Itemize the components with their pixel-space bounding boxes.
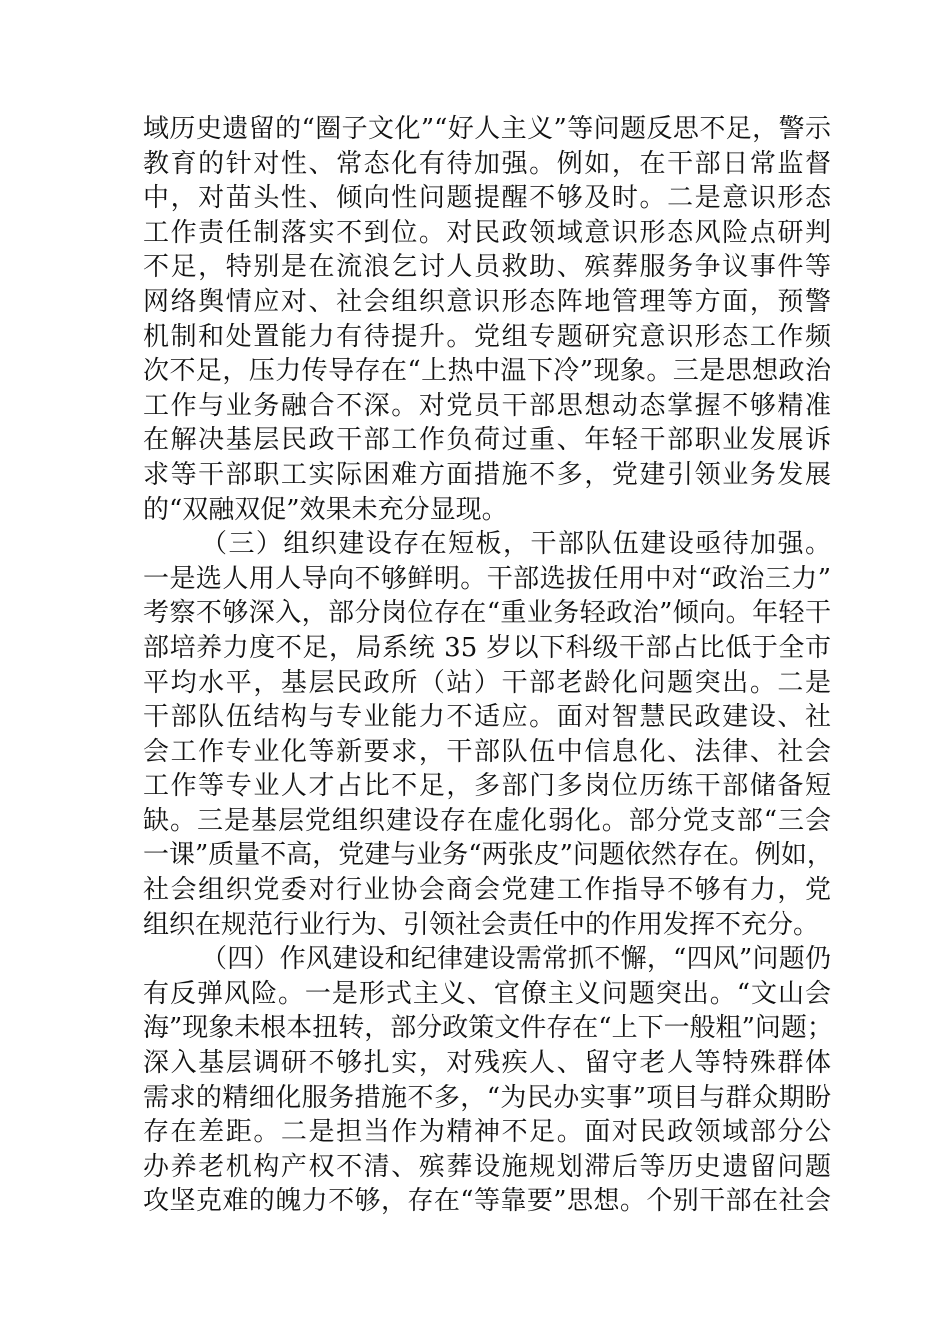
paragraph-end-line: 的“双融双促”效果未充分显现。 — [143, 494, 508, 525]
text-line: 域历史遗留的“圈子文化”“好人主义”等问题反思不足，警示 — [143, 114, 831, 144]
text-line: 缺。三是基层党组织建设存在虚化弱化。部分党支部“三会 — [143, 805, 831, 836]
text-line: 在解决基层民政干部工作负荷过重、年轻干部职业发展诉 — [143, 425, 831, 456]
text-line: 平均水平，基层民政所（站）干部老龄化问题突出。二是 — [143, 667, 831, 698]
text-line: 会工作专业化等新要求，干部队伍中信息化、法律、社会 — [143, 736, 831, 767]
text-line: 海”现象未根本扭转，部分政策文件存在“上下一般粗”问题； — [143, 1013, 833, 1044]
text-line: 有反弹风险。一是形式主义、官僚主义问题突出。“文山会 — [143, 978, 831, 1009]
text-line: 办养老机构产权不清、殡葬设施规划滞后等历史遗留问题 — [143, 1151, 831, 1182]
text-line: 不足，特别是在流浪乞讨人员救助、殡葬服务争议事件等 — [143, 252, 831, 283]
text-line: 工作与业务融合不深。对党员干部思想动态掌握不够精准 — [143, 390, 831, 421]
text-line: 攻坚克难的魄力不够，存在“等靠要”思想。个别干部在社会 — [143, 1186, 831, 1217]
text-line: 网络舆情应对、社会组织意识形态阵地管理等方面，预警 — [143, 286, 831, 317]
section-heading-line: （四）作风建设和纪律建设需常抓不懈，“四风”问题仍 — [201, 944, 831, 975]
text-line: 一是选人用人导向不够鲜明。干部选拔任用中对“政治三力” — [143, 563, 831, 594]
text-line: 次不足，压力传导存在“上热中温下冷”现象。三是思想政治 — [143, 356, 831, 387]
text-line: 考察不够深入，部分岗位存在“重业务轻政治”倾向。年轻干 — [143, 598, 831, 629]
text-line: 干部队伍结构与专业能力不适应。面对智慧民政建设、社 — [143, 702, 831, 733]
text-line: 一课”质量不高，党建与业务“两张皮”问题依然存在。例如， — [143, 840, 833, 871]
text-line: 需求的精细化服务措施不多，“为民办实事”项目与群众期盼 — [143, 1082, 831, 1113]
text-line: 深入基层调研不够扎实，对残疾人、留守老人等特殊群体 — [143, 1048, 831, 1079]
text-line: 求等干部职工实际困难方面措施不多，党建引领业务发展 — [143, 459, 831, 490]
document-body — [143, 112, 831, 1219]
text-line: 教育的针对性、常态化有待加强。例如，在干部日常监督 — [143, 148, 831, 179]
text-line: 社会组织党委对行业协会商会党建工作指导不够有力，党 — [143, 875, 831, 906]
text-line: 机制和处置能力有待提升。党组专题研究意识形态工作频 — [143, 321, 831, 352]
paragraph-end-line: 组织在规范行业行为、引领社会责任中的作用发挥不充分。 — [143, 909, 820, 940]
text-line: 存在差距。二是担当作为精神不足。面对民政领域部分公 — [143, 1117, 831, 1148]
section-heading-line: （三）组织建设存在短板，干部队伍建设亟待加强。 — [201, 529, 831, 560]
text-line: 部培养力度不足，局系统 35 岁以下科级干部占比低于全市 — [143, 632, 831, 663]
text-line: 工作责任制落实不到位。对民政领域意识形态风险点研判 — [143, 217, 831, 248]
text-line: 工作等专业人才占比不足，多部门多岗位历练干部储备短 — [143, 771, 831, 802]
text-line: 中，对苗头性、倾向性问题提醒不够及时。二是意识形态 — [143, 183, 831, 214]
